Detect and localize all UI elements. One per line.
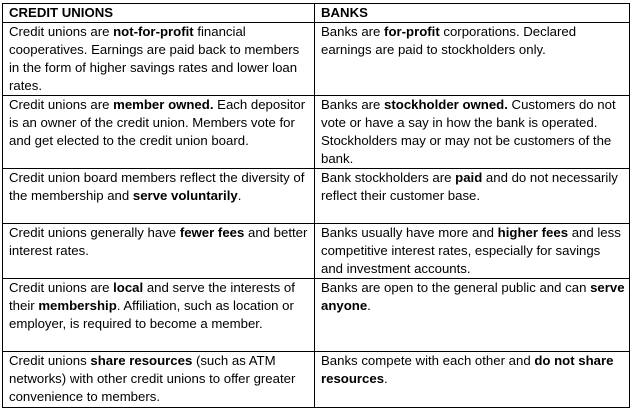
bold-text: serve anyone — [321, 280, 625, 313]
bold-text: member owned. — [113, 97, 214, 112]
bold-text: stockholder owned. — [384, 97, 508, 112]
table-row — [3, 224, 630, 279]
cell-text: . — [367, 298, 371, 313]
cell-text: . — [384, 371, 388, 386]
credit-union-cell — [3, 169, 315, 224]
credit-union-cell — [3, 279, 315, 352]
table-row — [3, 96, 630, 169]
bank-cell — [315, 352, 630, 408]
cell-text: Credit unions generally have — [9, 225, 180, 240]
table-row — [3, 169, 630, 224]
cell-text: Banks are open to the general public and can — [321, 280, 591, 295]
bold-text: serve voluntarily — [132, 188, 238, 203]
bold-text: fewer fees — [179, 225, 245, 240]
bold-text: for-profit — [384, 24, 440, 39]
cell-text: Banks compete with each other and — [321, 353, 535, 368]
bold-text: do not share resources — [321, 353, 614, 386]
bank-cell — [315, 224, 630, 279]
cell-text: and do not necessarily reflect their customer base. — [321, 170, 618, 203]
credit-union-cell — [3, 96, 315, 169]
cell-text: corporations. Declared earnings are paid to stockholders only. — [321, 24, 577, 57]
table-header — [3, 4, 630, 23]
credit-union-cell — [3, 352, 315, 408]
cell-text: Banks usually have more and — [321, 225, 498, 240]
cell-text: Credit unions are — [9, 24, 114, 39]
cell-text: Customers do not vote or have a say in how the bank is operated. Stockholders may or may not be customers of the bank. — [321, 97, 616, 166]
cell-text: and less competitive interest rates, especially for savings and investment accounts. — [321, 225, 621, 276]
credit-union-cell — [3, 224, 315, 279]
bank-cell — [315, 23, 630, 96]
bold-text: share resources — [90, 353, 193, 368]
bank-cell — [315, 279, 630, 352]
cell-text: financial cooperatives. Earnings are paid back to members in the form of higher savings rates and lower loan rates. — [9, 24, 300, 93]
table-row — [3, 279, 630, 352]
bold-text: paid — [455, 170, 483, 185]
bank-cell — [315, 96, 630, 169]
cell-text: Credit unions are — [9, 97, 114, 112]
cell-text: and better interest rates. — [9, 225, 308, 258]
cell-text: (such as ATM networks) with other credit unions to offer greater convenience to members. — [9, 353, 296, 404]
table-body — [3, 23, 630, 408]
cell-text: Each depositor is an owner of the credit union. Members vote for and get elected to the credit union board. — [9, 97, 306, 148]
cell-text: Banks are — [321, 24, 385, 39]
cell-text: Banks are — [321, 97, 385, 112]
cell-text: and serve the interests of their — [9, 280, 295, 313]
bold-text: membership — [38, 298, 117, 313]
column-header-credit-unions: CREDIT UNIONS — [3, 4, 315, 23]
column-header-banks: BANKS — [315, 4, 630, 23]
table-row — [3, 23, 630, 96]
header-row — [3, 4, 630, 23]
cell-text: Credit unions are — [9, 280, 114, 295]
table-row — [3, 352, 630, 408]
bold-text: local — [113, 280, 144, 295]
comparison-table — [2, 3, 630, 408]
bank-cell — [315, 169, 630, 224]
cell-text: . — [237, 188, 242, 203]
bold-text: not-for-profit — [113, 24, 194, 39]
credit-union-cell — [3, 23, 315, 96]
cell-text: Credit unions — [9, 353, 91, 368]
cell-text: . Affiliation, such as location or employer, is required to become a member. — [9, 298, 294, 331]
cell-text: Credit union board members reflect the diversity of the membership and — [9, 170, 305, 203]
bold-text: higher fees — [497, 225, 569, 240]
cell-text: Bank stockholders are — [321, 170, 456, 185]
